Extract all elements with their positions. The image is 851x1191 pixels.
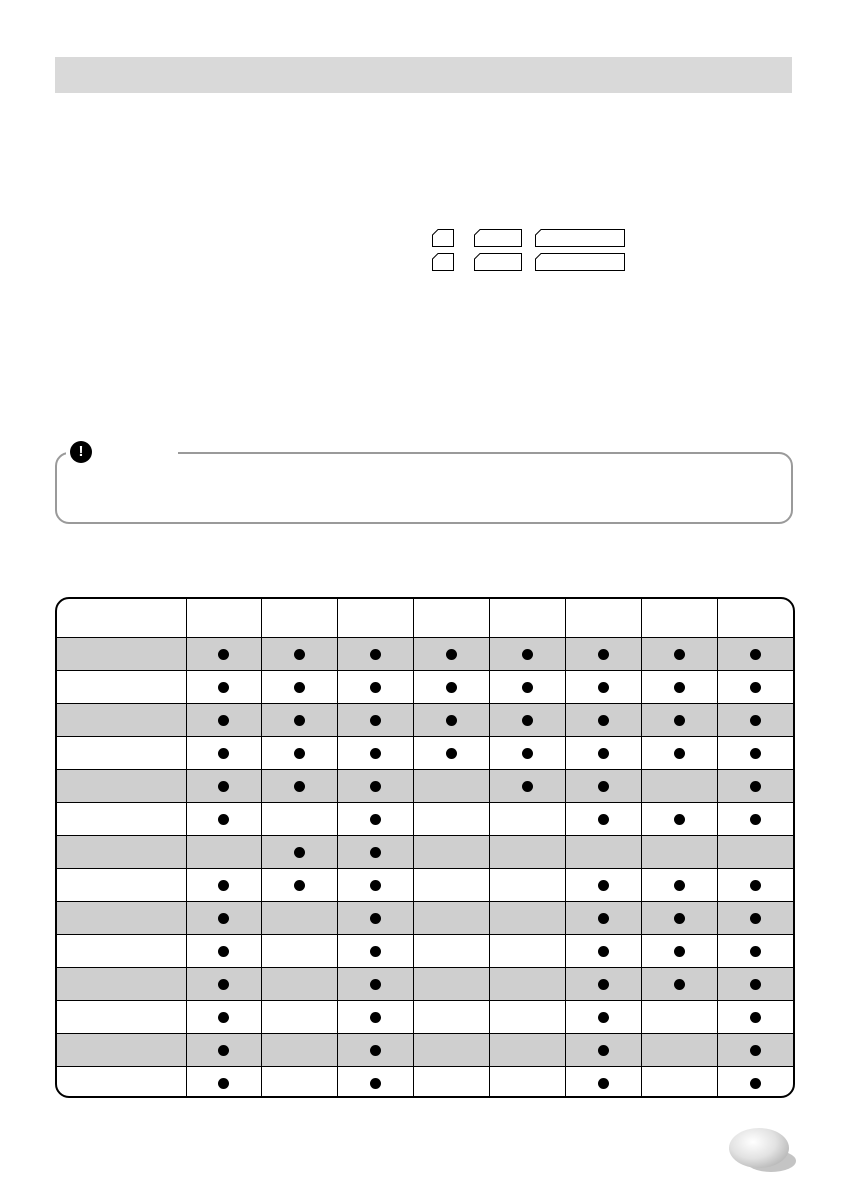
table-cell bbox=[490, 1067, 566, 1099]
table-cell bbox=[490, 869, 566, 902]
tag-outline-icon bbox=[474, 253, 522, 271]
table-cell bbox=[641, 836, 717, 869]
table-cell bbox=[717, 902, 793, 935]
table-cell bbox=[717, 836, 793, 869]
row-label bbox=[57, 737, 186, 770]
header-cell bbox=[641, 599, 717, 638]
table-cell bbox=[565, 770, 641, 803]
filled-dot-icon bbox=[218, 649, 229, 660]
filled-dot-icon bbox=[370, 682, 381, 693]
filled-dot-icon bbox=[750, 1045, 761, 1056]
filled-dot-icon bbox=[598, 748, 609, 759]
table-cell bbox=[641, 803, 717, 836]
table-cell bbox=[338, 704, 414, 737]
filled-dot-icon bbox=[294, 715, 305, 726]
table-cell bbox=[338, 1001, 414, 1034]
section-header-bar bbox=[55, 57, 792, 93]
table-cell bbox=[262, 704, 338, 737]
filled-dot-icon bbox=[674, 880, 685, 891]
filled-dot-icon bbox=[522, 715, 533, 726]
filled-dot-icon bbox=[218, 880, 229, 891]
table-cell bbox=[414, 968, 490, 1001]
table-row bbox=[57, 704, 793, 737]
table-cell bbox=[717, 770, 793, 803]
table-cell bbox=[565, 1067, 641, 1099]
table-cell bbox=[641, 968, 717, 1001]
filled-dot-icon bbox=[446, 748, 457, 759]
table-cell bbox=[565, 1001, 641, 1034]
table-cell bbox=[490, 836, 566, 869]
filled-dot-icon bbox=[598, 715, 609, 726]
table-cell bbox=[717, 1001, 793, 1034]
table-cell bbox=[414, 671, 490, 704]
page-number-badge bbox=[729, 1128, 789, 1168]
table-cell bbox=[641, 1067, 717, 1099]
row-label bbox=[57, 935, 186, 968]
table-cell bbox=[338, 1034, 414, 1067]
filled-dot-icon bbox=[750, 1078, 761, 1089]
table-cell bbox=[262, 770, 338, 803]
table-row bbox=[57, 737, 793, 770]
filled-dot-icon bbox=[218, 814, 229, 825]
filled-dot-icon bbox=[674, 913, 685, 924]
filled-dot-icon bbox=[598, 1078, 609, 1089]
filled-dot-icon bbox=[750, 814, 761, 825]
table-cell bbox=[717, 1067, 793, 1099]
table-header-row bbox=[57, 599, 793, 638]
filled-dot-icon bbox=[750, 1012, 761, 1023]
filled-dot-icon bbox=[598, 913, 609, 924]
table-cell bbox=[186, 968, 262, 1001]
filled-dot-icon bbox=[674, 946, 685, 957]
filled-dot-icon bbox=[370, 979, 381, 990]
filled-dot-icon bbox=[218, 1045, 229, 1056]
filled-dot-icon bbox=[218, 715, 229, 726]
table-cell bbox=[338, 671, 414, 704]
filled-dot-icon bbox=[370, 847, 381, 858]
table-cell bbox=[565, 935, 641, 968]
filled-dot-icon bbox=[218, 682, 229, 693]
filled-dot-icon bbox=[598, 781, 609, 792]
filled-dot-icon bbox=[598, 682, 609, 693]
table-cell bbox=[262, 1001, 338, 1034]
table-cell bbox=[490, 737, 566, 770]
table-cell bbox=[338, 902, 414, 935]
table-row bbox=[57, 968, 793, 1001]
table-cell bbox=[641, 704, 717, 737]
table-cell bbox=[262, 737, 338, 770]
filled-dot-icon bbox=[294, 748, 305, 759]
row-label bbox=[57, 902, 186, 935]
filled-dot-icon bbox=[370, 649, 381, 660]
table-cell bbox=[717, 704, 793, 737]
filled-dot-icon bbox=[370, 913, 381, 924]
table-cell bbox=[414, 803, 490, 836]
table-cell bbox=[262, 803, 338, 836]
table-cell bbox=[565, 704, 641, 737]
filled-dot-icon bbox=[674, 715, 685, 726]
table-cell bbox=[641, 638, 717, 671]
table-cell bbox=[414, 770, 490, 803]
table-cell bbox=[717, 737, 793, 770]
filled-dot-icon bbox=[598, 880, 609, 891]
filled-dot-icon bbox=[674, 682, 685, 693]
table-body bbox=[57, 638, 793, 1099]
row-label bbox=[57, 671, 186, 704]
table-cell bbox=[414, 869, 490, 902]
filled-dot-icon bbox=[370, 946, 381, 957]
table-cell bbox=[565, 638, 641, 671]
exclamation-icon: ! bbox=[70, 441, 92, 463]
table-cell bbox=[490, 704, 566, 737]
table-cell bbox=[490, 1001, 566, 1034]
row-label bbox=[57, 1001, 186, 1034]
table-cell bbox=[186, 935, 262, 968]
filled-dot-icon bbox=[370, 748, 381, 759]
table-cell bbox=[186, 638, 262, 671]
table-cell bbox=[262, 968, 338, 1001]
table-cell bbox=[186, 704, 262, 737]
table-cell bbox=[338, 968, 414, 1001]
table-row bbox=[57, 671, 793, 704]
header-cell bbox=[338, 599, 414, 638]
filled-dot-icon bbox=[218, 946, 229, 957]
filled-dot-icon bbox=[370, 1012, 381, 1023]
table-cell bbox=[338, 935, 414, 968]
table-cell bbox=[338, 770, 414, 803]
filled-dot-icon bbox=[674, 748, 685, 759]
row-label bbox=[57, 638, 186, 671]
filled-dot-icon bbox=[598, 946, 609, 957]
table-cell bbox=[565, 671, 641, 704]
table-cell bbox=[338, 1067, 414, 1099]
tag-outline-icon bbox=[432, 229, 454, 247]
filled-dot-icon bbox=[750, 649, 761, 660]
filled-dot-icon bbox=[446, 682, 457, 693]
table-cell bbox=[414, 836, 490, 869]
filled-dot-icon bbox=[370, 1078, 381, 1089]
table-cell bbox=[338, 869, 414, 902]
header-cell bbox=[186, 599, 262, 638]
table-cell bbox=[186, 803, 262, 836]
filled-dot-icon bbox=[674, 979, 685, 990]
table-cell bbox=[565, 737, 641, 770]
table-cell bbox=[641, 935, 717, 968]
table-cell bbox=[186, 737, 262, 770]
table-cell bbox=[717, 968, 793, 1001]
row-label bbox=[57, 770, 186, 803]
table-cell bbox=[262, 869, 338, 902]
filled-dot-icon bbox=[370, 1045, 381, 1056]
table-cell bbox=[262, 1034, 338, 1067]
table-cell bbox=[414, 638, 490, 671]
table-cell bbox=[338, 803, 414, 836]
table-cell bbox=[565, 968, 641, 1001]
table-cell bbox=[565, 1034, 641, 1067]
filled-dot-icon bbox=[218, 979, 229, 990]
table-cell bbox=[565, 803, 641, 836]
table-cell bbox=[262, 671, 338, 704]
row-label bbox=[57, 1067, 186, 1099]
table-row bbox=[57, 638, 793, 671]
tag-outline-icon bbox=[535, 253, 625, 271]
filled-dot-icon bbox=[294, 880, 305, 891]
table-cell bbox=[641, 869, 717, 902]
filled-dot-icon bbox=[750, 781, 761, 792]
filled-dot-icon bbox=[598, 1045, 609, 1056]
table-row bbox=[57, 935, 793, 968]
table-cell bbox=[186, 869, 262, 902]
table-cell bbox=[490, 935, 566, 968]
filled-dot-icon bbox=[370, 715, 381, 726]
table-row bbox=[57, 1001, 793, 1034]
table-cell bbox=[338, 737, 414, 770]
table-cell bbox=[490, 1034, 566, 1067]
table-row bbox=[57, 1067, 793, 1099]
filled-dot-icon bbox=[598, 649, 609, 660]
table-cell bbox=[641, 1001, 717, 1034]
table-cell bbox=[717, 869, 793, 902]
table-cell bbox=[641, 1034, 717, 1067]
filled-dot-icon bbox=[750, 715, 761, 726]
table-cell bbox=[717, 638, 793, 671]
table-cell bbox=[414, 704, 490, 737]
table-cell bbox=[490, 671, 566, 704]
filled-dot-icon bbox=[750, 748, 761, 759]
table-cell bbox=[414, 1067, 490, 1099]
table-cell bbox=[641, 671, 717, 704]
table-cell bbox=[262, 935, 338, 968]
header-cell bbox=[490, 599, 566, 638]
table-cell bbox=[262, 836, 338, 869]
table-cell bbox=[414, 935, 490, 968]
row-label bbox=[57, 869, 186, 902]
filled-dot-icon bbox=[370, 880, 381, 891]
table-cell bbox=[641, 770, 717, 803]
filled-dot-icon bbox=[294, 649, 305, 660]
filled-dot-icon bbox=[674, 814, 685, 825]
table-cell bbox=[490, 770, 566, 803]
filled-dot-icon bbox=[218, 913, 229, 924]
tag-outline-icon bbox=[535, 229, 625, 247]
table-cell bbox=[414, 1034, 490, 1067]
table-cell bbox=[186, 1001, 262, 1034]
table-cell bbox=[717, 803, 793, 836]
filled-dot-icon bbox=[294, 682, 305, 693]
filled-dot-icon bbox=[750, 913, 761, 924]
tag-outline-icon bbox=[432, 253, 454, 271]
compatibility-grid bbox=[57, 599, 793, 1098]
table-cell bbox=[717, 1034, 793, 1067]
filled-dot-icon bbox=[370, 814, 381, 825]
filled-dot-icon bbox=[446, 715, 457, 726]
filled-dot-icon bbox=[750, 880, 761, 891]
filled-dot-icon bbox=[294, 781, 305, 792]
table-cell bbox=[338, 836, 414, 869]
table-cell bbox=[565, 836, 641, 869]
row-label bbox=[57, 803, 186, 836]
filled-dot-icon bbox=[598, 979, 609, 990]
row-label bbox=[57, 704, 186, 737]
table-cell bbox=[641, 902, 717, 935]
table-row bbox=[57, 770, 793, 803]
table-cell bbox=[641, 737, 717, 770]
table-cell bbox=[186, 836, 262, 869]
filled-dot-icon bbox=[370, 781, 381, 792]
table-cell bbox=[565, 902, 641, 935]
row-label bbox=[57, 968, 186, 1001]
table-row bbox=[57, 902, 793, 935]
table-row bbox=[57, 869, 793, 902]
filled-dot-icon bbox=[598, 1012, 609, 1023]
table-cell bbox=[414, 902, 490, 935]
filled-dot-icon bbox=[522, 781, 533, 792]
table-cell bbox=[186, 671, 262, 704]
table-cell bbox=[262, 1067, 338, 1099]
filled-dot-icon bbox=[598, 814, 609, 825]
filled-dot-icon bbox=[750, 979, 761, 990]
filled-dot-icon bbox=[218, 1078, 229, 1089]
header-cell bbox=[565, 599, 641, 638]
table-cell bbox=[338, 638, 414, 671]
filled-dot-icon bbox=[218, 781, 229, 792]
filled-dot-icon bbox=[522, 748, 533, 759]
row-label bbox=[57, 836, 186, 869]
table-cell bbox=[262, 638, 338, 671]
table-cell bbox=[186, 1034, 262, 1067]
note-box bbox=[55, 452, 793, 524]
filled-dot-icon bbox=[750, 946, 761, 957]
row-label bbox=[57, 1034, 186, 1067]
filled-dot-icon bbox=[674, 649, 685, 660]
compatibility-table bbox=[55, 597, 795, 1098]
table-cell bbox=[186, 770, 262, 803]
table-cell bbox=[186, 1067, 262, 1099]
table-cell bbox=[186, 902, 262, 935]
table-row bbox=[57, 836, 793, 869]
tag-outline-icon bbox=[474, 229, 522, 247]
table-cell bbox=[414, 737, 490, 770]
table-cell bbox=[490, 902, 566, 935]
filled-dot-icon bbox=[218, 1012, 229, 1023]
table-cell bbox=[490, 968, 566, 1001]
filled-dot-icon bbox=[294, 847, 305, 858]
filled-dot-icon bbox=[750, 682, 761, 693]
filled-dot-icon bbox=[446, 649, 457, 660]
header-cell bbox=[414, 599, 490, 638]
table-cell bbox=[717, 935, 793, 968]
header-cell bbox=[262, 599, 338, 638]
table-cell bbox=[490, 803, 566, 836]
table-cell bbox=[717, 671, 793, 704]
table-cell bbox=[565, 869, 641, 902]
filled-dot-icon bbox=[522, 649, 533, 660]
header-cell bbox=[57, 599, 186, 638]
table-cell bbox=[414, 1001, 490, 1034]
table-row bbox=[57, 803, 793, 836]
header-cell bbox=[717, 599, 793, 638]
filled-dot-icon bbox=[522, 682, 533, 693]
table-cell bbox=[490, 638, 566, 671]
table-cell bbox=[262, 902, 338, 935]
filled-dot-icon bbox=[218, 748, 229, 759]
table-row bbox=[57, 1034, 793, 1067]
